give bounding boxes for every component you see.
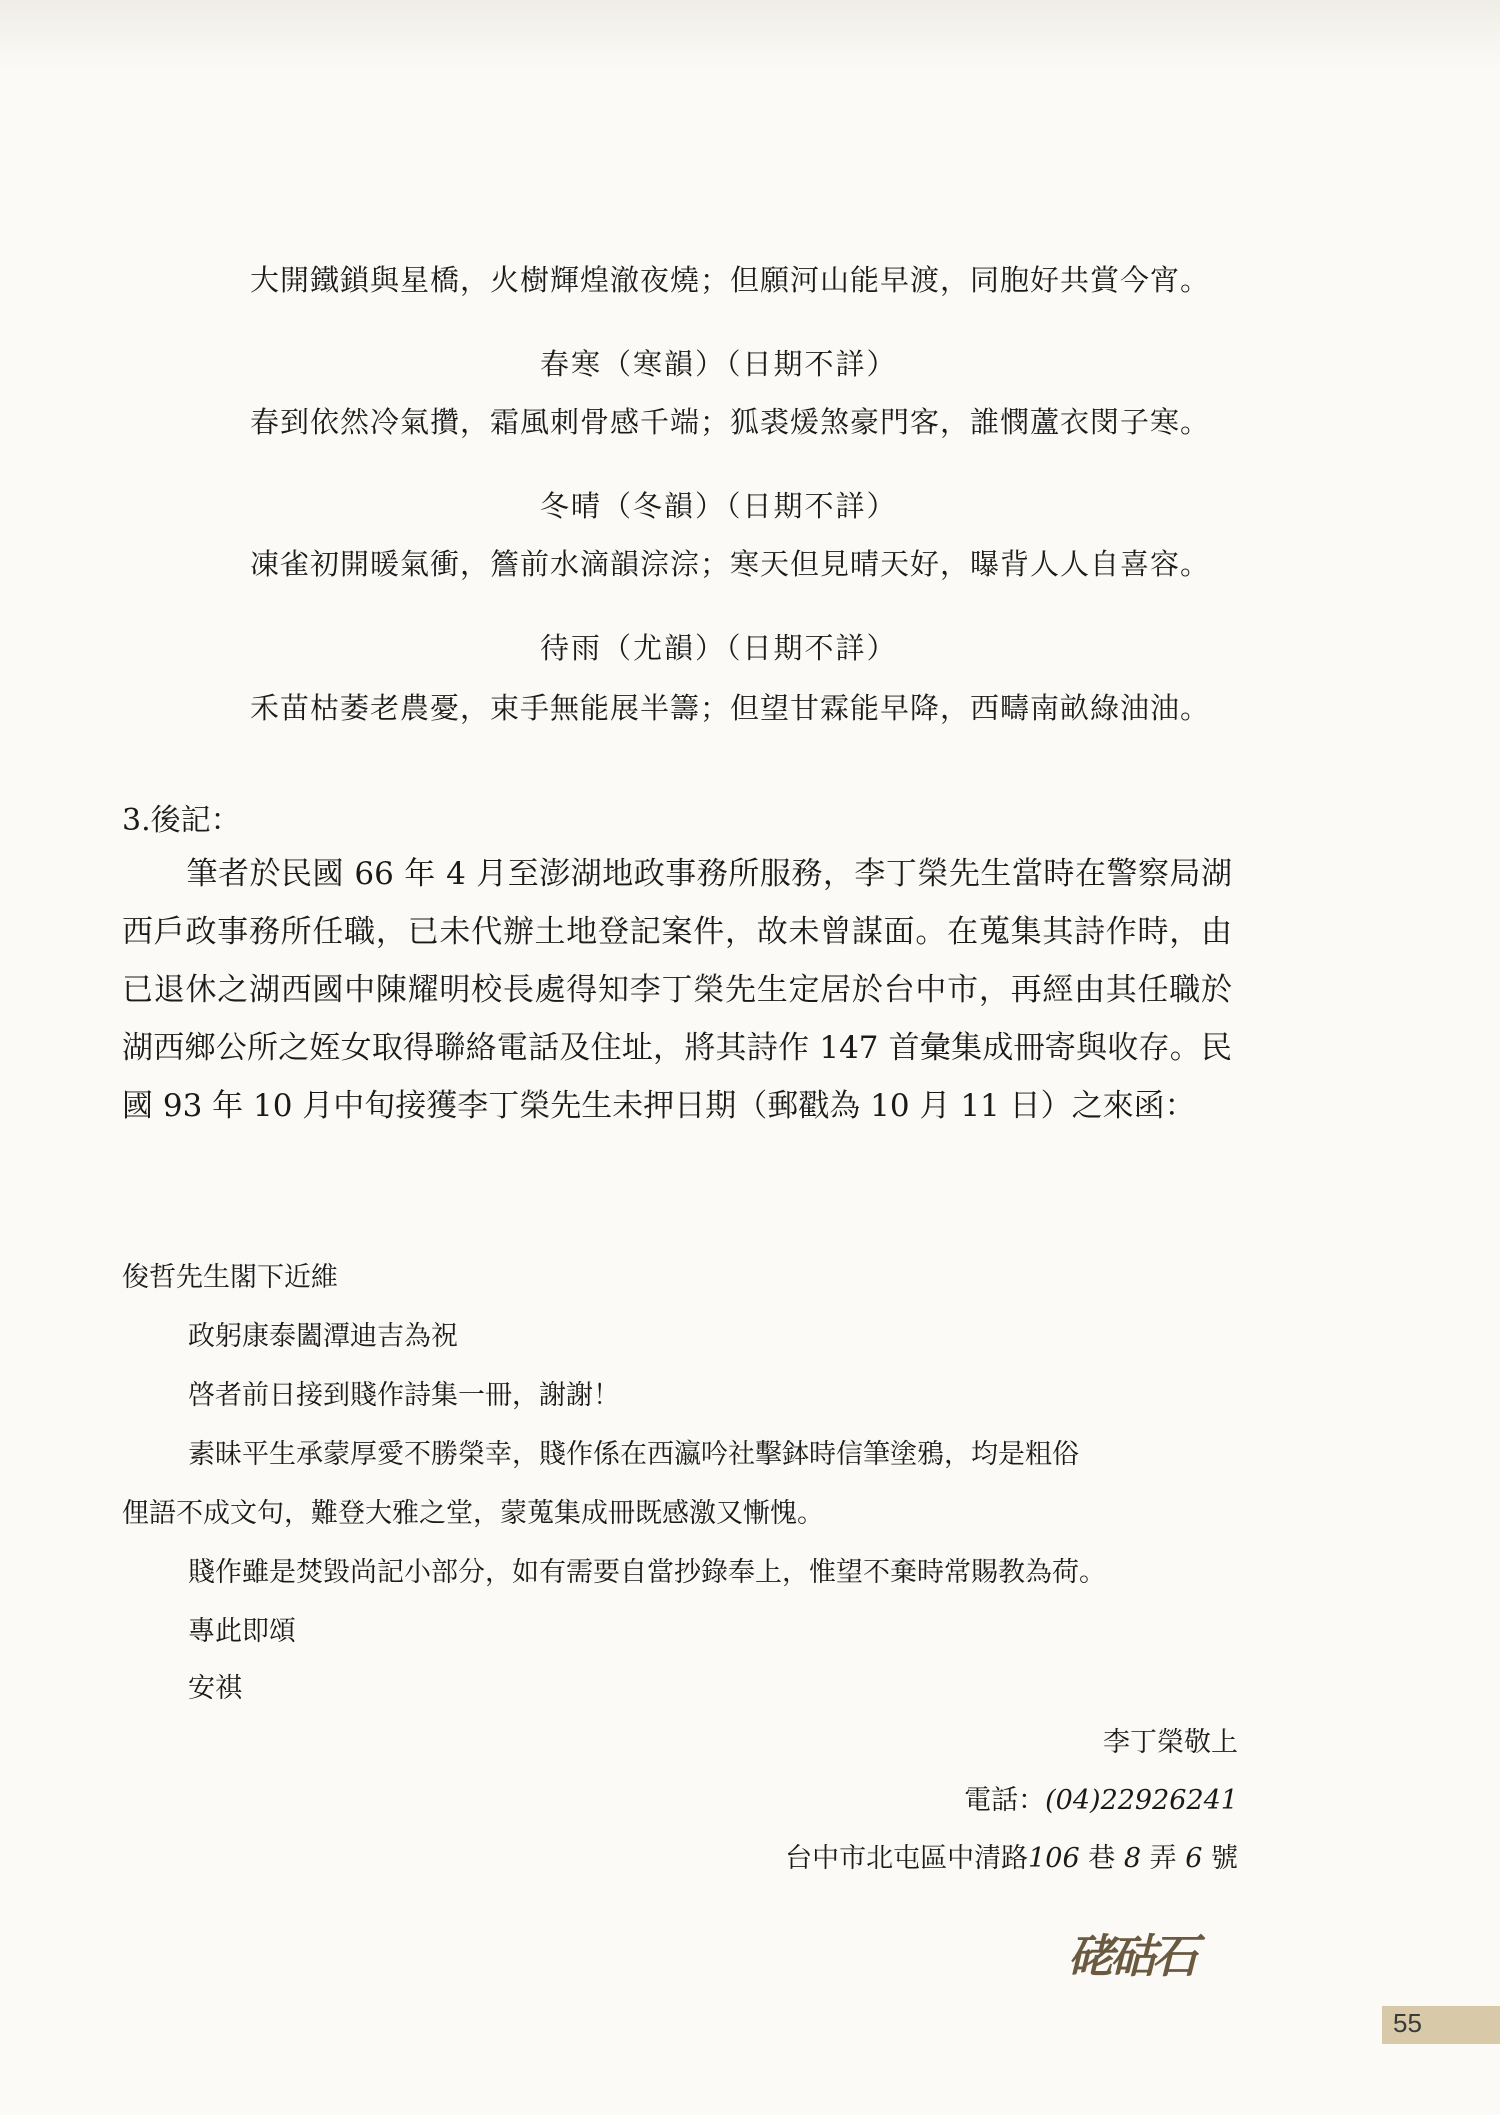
scan-shadow bbox=[0, 0, 1500, 70]
phone-number: (04)22926241 bbox=[1045, 1785, 1238, 1816]
address-number: 106 bbox=[1028, 1843, 1080, 1874]
poem-title: 冬晴（冬韻）（日期不詳） bbox=[540, 489, 898, 523]
letter-phone bbox=[964, 1778, 1238, 1817]
address-part: 號 bbox=[1211, 1843, 1238, 1874]
letter-line: 素昧平生承蒙厚愛不勝榮幸，賤作係在西瀛吟社擊鉢時信筆塗鴉，均是粗俗 bbox=[188, 1439, 1079, 1470]
letter-line: 啓者前日接到賤作詩集一冊，謝謝！ bbox=[188, 1380, 620, 1411]
section-heading: 3.後記： bbox=[122, 803, 241, 838]
letter-closing: 安祺 bbox=[188, 1673, 242, 1704]
poem-title: 待雨（尤韻）（日期不詳） bbox=[540, 631, 898, 665]
poem-line: 禾苗枯萎老農憂，束手無能展半籌；但望甘霖能早降，西疇南畝綠油油。 bbox=[250, 691, 1211, 725]
address-number: 6 bbox=[1185, 1843, 1203, 1874]
letter-address bbox=[785, 1836, 1238, 1875]
postscript-paragraph bbox=[122, 845, 1232, 1135]
phone-label: 電話： bbox=[964, 1785, 1046, 1816]
letter-signature: 李丁榮敬上 bbox=[1103, 1727, 1238, 1758]
page-number: 55 bbox=[1393, 2008, 1422, 2038]
letter-line: 俚語不成文句，難登大雅之堂，蒙蒐集成冊既感激又慚愧。 bbox=[122, 1498, 824, 1529]
poem-line: 春到依然冷氣攢，霜風刺骨感千端；狐裘煖煞豪門客，誰憫蘆衣閔子寒。 bbox=[250, 405, 1211, 439]
letter-line: 賤作雖是焚毀尚記小部分，如有需要自當抄錄奉上，惟望不棄時常賜教為荷。 bbox=[188, 1557, 1106, 1588]
letter-greeting: 政躬康泰闔潭迪吉為祝 bbox=[188, 1321, 458, 1352]
letter-salutation: 俊哲先生閣下近維 bbox=[122, 1262, 338, 1293]
address-part: 台中市北屯區中清路 bbox=[785, 1843, 1029, 1874]
address-part: 巷 bbox=[1088, 1843, 1116, 1874]
letter-closing: 專此即頌 bbox=[188, 1616, 296, 1647]
poem-title: 春寒（寒韻）（日期不詳） bbox=[540, 347, 898, 381]
poem-line: 大開鐵鎖與星橋，火樹輝煌澈夜燒；但願河山能早渡，同胞好共賞今宵。 bbox=[250, 263, 1211, 297]
postscript-text: 筆者於民國 66 年 4 月至澎湖地政事務所服務，李丁榮先生當時在警察局湖西戶政事務所任職，已未代辦土地登記案件，故未曾謀面。在蒐集其詩作時，由已退休之湖西國中陳耀明校長處得知李丁榮先生定居於台中市，再經由其任職於湖西鄉公所之姪女取得聯絡電話及住址，將其詩作 147 首彙集成冊寄與收存。民國 93 年 10 月中旬接獲李丁榮先生未押日期（郵戳為 10 月 11 日）之來函： bbox=[122, 856, 1232, 1124]
address-number: 8 bbox=[1123, 1843, 1142, 1874]
address-part: 弄 bbox=[1149, 1843, 1177, 1874]
publisher-logo: 硓𥑮石 bbox=[1068, 1929, 1194, 1983]
poem-line: 凍雀初開暖氣衝，簷前水滴韻淙淙；寒天但見晴天好，曝背人人自喜容。 bbox=[250, 547, 1211, 581]
